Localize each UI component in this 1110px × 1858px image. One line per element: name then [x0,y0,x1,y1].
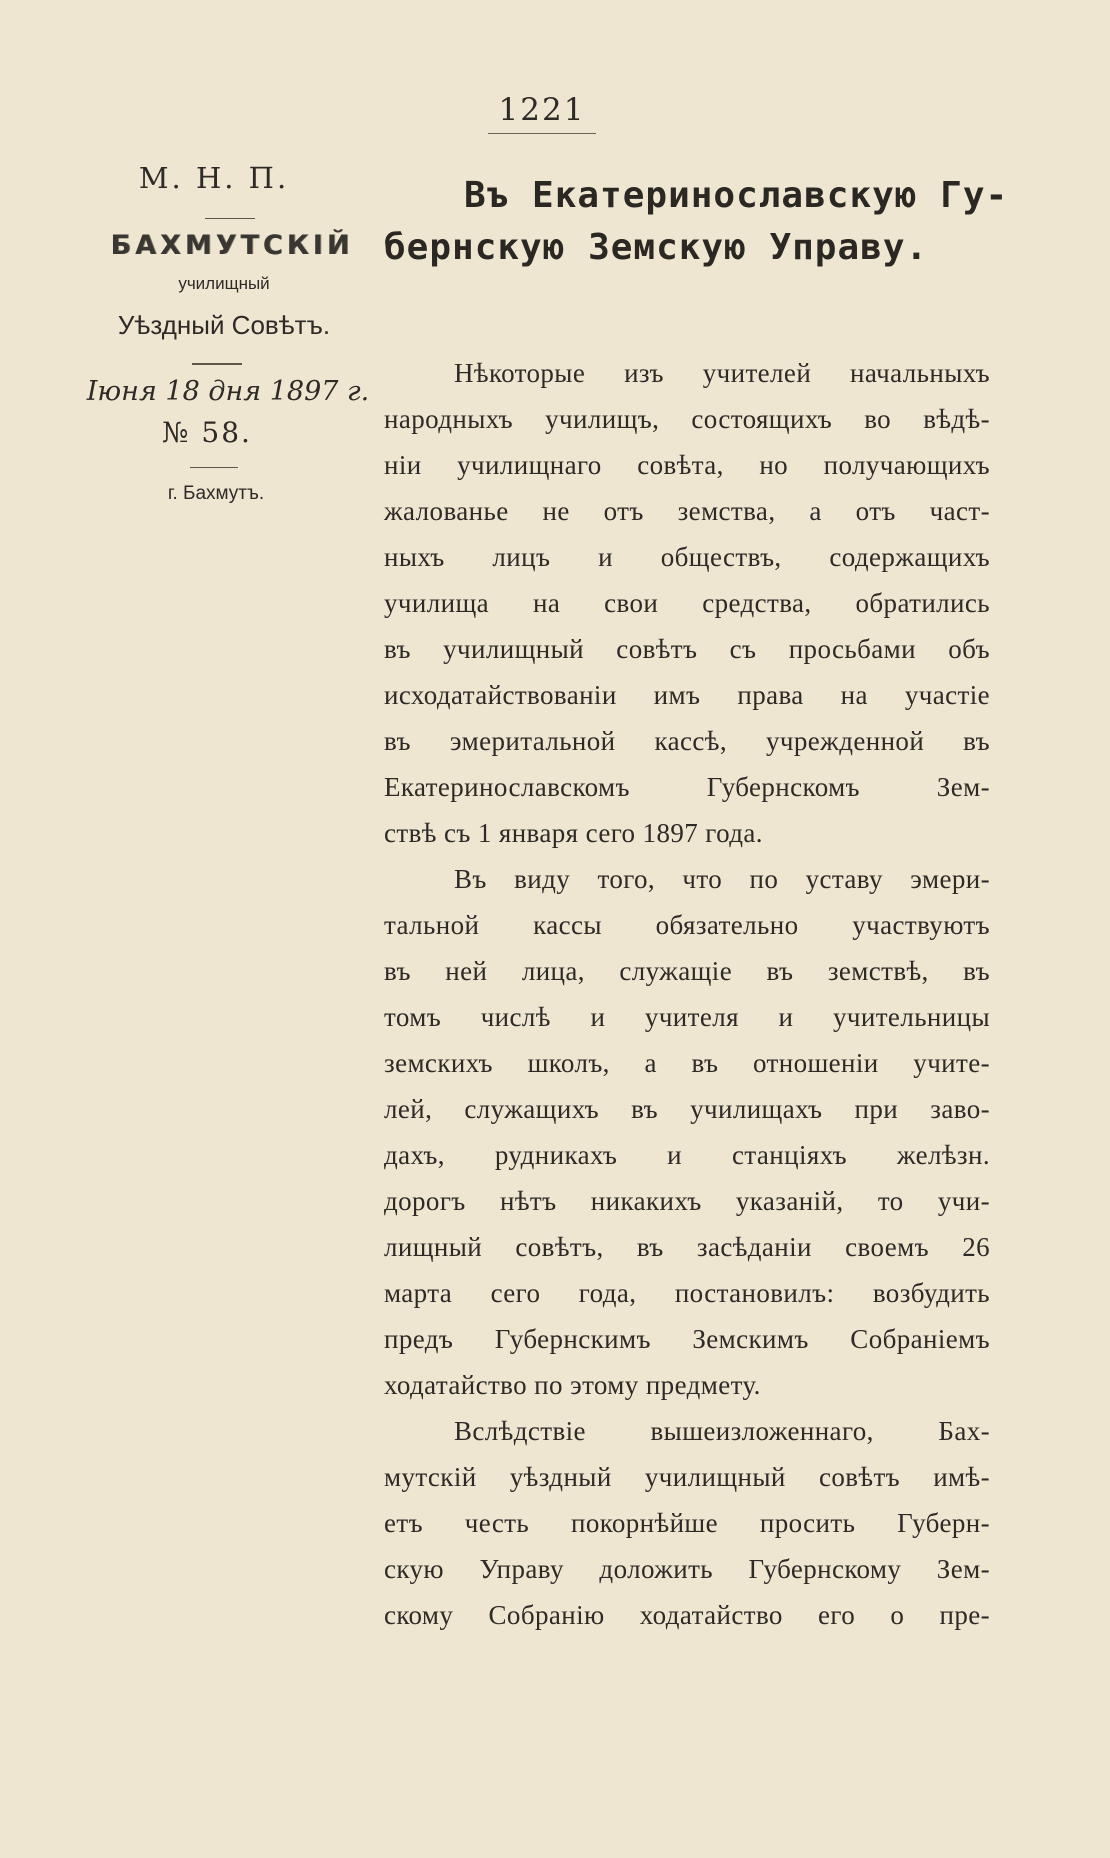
addressee-heading [384,170,1009,274]
divider [190,467,238,468]
sender-school: училищный [178,274,270,293]
addressee-line: Въ Екатеринославскую Гу- [464,175,1009,216]
body-line: лей, служащихъ въ училищахъ при заво- [384,1094,990,1124]
body-line: предъ Губернскимъ Земскимъ Собраніемъ [384,1324,990,1354]
body-line: народныхъ училищъ, состоящихъ во вѣдѣ- [384,404,990,434]
body-line: томъ числѣ и учителя и учительницы [384,1002,990,1032]
body-line: ніи училищнаго совѣта, но получающихъ [384,450,990,480]
body-line: Нѣкоторые изъ учителей начальныхъ [454,358,990,388]
body-line: ныхъ лицъ и обществъ, содержащихъ [384,542,990,572]
document-number: № 58. [162,416,252,449]
divider [192,363,242,365]
body-line: мутскій уѣздный училищный совѣтъ имѣ- [384,1462,990,1492]
sender-city: г. Бахмутъ. [167,483,265,504]
letter-body [384,350,990,1638]
body-line: дорогъ нѣтъ никакихъ указаній, то учи- [384,1186,990,1216]
body-line: училища на свои средства, обратились [384,588,990,618]
sender-date: Іюня 18 дня 1897 г. [86,376,370,407]
sender-council: Уѣздный Совѣтъ. [117,310,331,340]
body-line: марта сего года, постановилъ: возбудить [384,1278,990,1308]
body-line: земскихъ школъ, а въ отношеніи учите- [384,1048,990,1078]
body-line: Екатеринославскомъ Губернскомъ Зем- [384,772,990,802]
body-line: лищный совѣтъ, въ засѣданіи своемъ 26 [384,1232,990,1262]
body-line: тальной кассы обязательно участвуютъ [384,910,990,940]
body-line: ствѣ съ 1 января сего 1897 года. [384,818,763,848]
body-line: въ училищный совѣтъ съ просьбами объ [384,634,990,664]
body-line: исходатайствованіи имъ права на участіе [384,680,990,710]
addressee-line: бернскую Земскую Управу. [384,227,929,268]
body-line: скую Управу доложить Губернскому Зем- [384,1554,990,1584]
sender-ministry: М. Н. П. [138,161,290,195]
sender-block [80,160,380,506]
sender-district: БАХМУТСКІЙ [110,230,354,261]
body-line: Въ виду того, что по уставу эмери- [454,864,990,894]
body-line: Вслѣдствіе вышеизложеннаго, Бах- [454,1416,990,1446]
page-number-underline [488,133,596,134]
body-line: въ эмеритальной кассѣ, учрежденной въ [384,726,990,756]
body-line: скому Собранію ходатайство его о пре- [384,1600,990,1630]
body-line: жалованье не отъ земства, а отъ част- [384,496,990,526]
body-line: ходатайство по этому предмету. [384,1370,761,1400]
body-line: дахъ, рудникахъ и станціяхъ желѣзн. [384,1140,990,1170]
body-line: въ ней лица, служащіе въ земствѣ, въ [384,956,990,986]
page-number: 1221 [498,92,586,128]
body-line: етъ честь покорнѣйше просить Губерн- [384,1508,990,1538]
divider [205,218,255,219]
